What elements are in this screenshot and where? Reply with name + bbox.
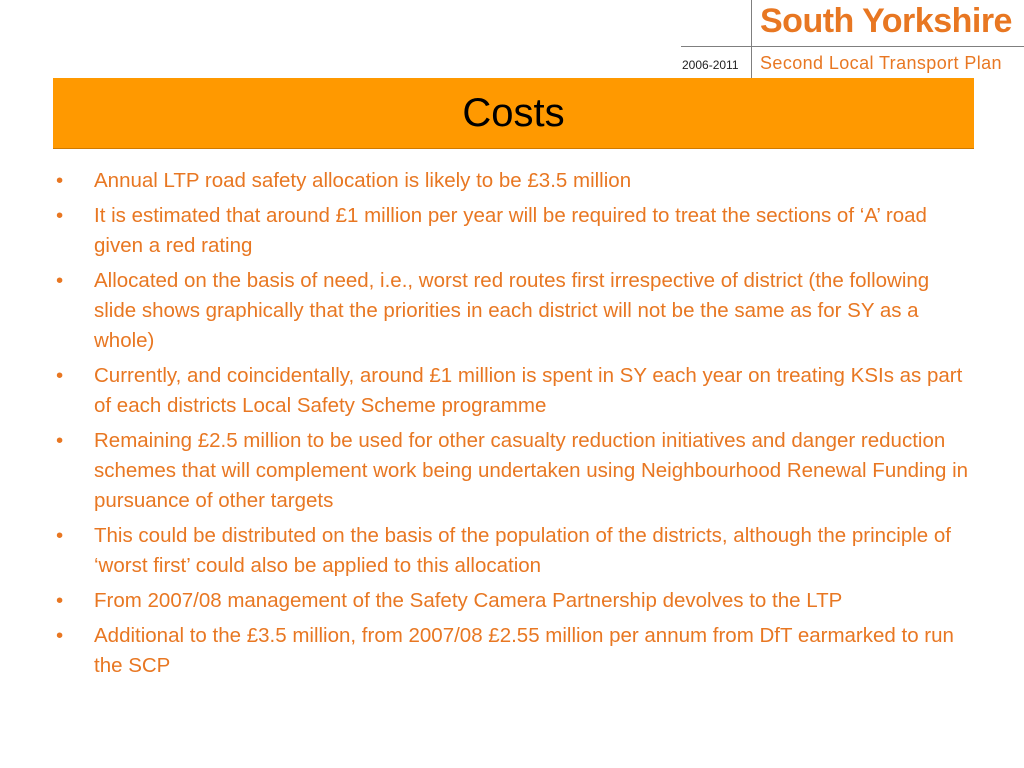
bullet-item bbox=[56, 201, 976, 261]
logo-years: 2006-2011 bbox=[682, 58, 739, 72]
bullet-text: It is estimated that around £1 million per year will be required to treat the sections of ‘A’ road given a red rating bbox=[94, 204, 927, 257]
bullet-marker: • bbox=[56, 269, 64, 292]
bullet-text: This could be distributed on the basis of the population of the districts, although the principle of ‘worst first’ could also be applied to this allocation bbox=[94, 524, 951, 577]
bullet-marker: • bbox=[56, 589, 64, 612]
bullet-item bbox=[56, 586, 976, 616]
bullet-text: From 2007/08 management of the Safety Camera Partnership devolves to the LTP bbox=[94, 589, 843, 612]
bullet-marker: • bbox=[56, 624, 64, 647]
bullet-marker: • bbox=[56, 364, 64, 387]
title-bar bbox=[53, 78, 974, 149]
bullet-item bbox=[56, 621, 976, 681]
bullet-text: Remaining £2.5 million to be used for other casualty reduction initiatives and danger reduction schemes that will complement work being undertaken using Neighbourhood Renewal Funding in pursuance of other targets bbox=[94, 429, 969, 512]
bullet-list bbox=[56, 166, 976, 686]
bullet-item bbox=[56, 266, 976, 356]
logo-divider-vertical bbox=[751, 0, 752, 78]
bullet-marker: • bbox=[56, 204, 64, 227]
bullet-marker: • bbox=[56, 169, 64, 192]
bullet-text: Additional to the £3.5 million, from 2007/08 £2.55 million per annum from DfT earmarked to run the SCP bbox=[94, 624, 954, 677]
logo-divider-horizontal bbox=[681, 46, 1024, 47]
bullet-item bbox=[56, 361, 976, 421]
slide-title: Costs bbox=[462, 90, 565, 135]
bullet-item bbox=[56, 426, 976, 516]
bullet-text: Annual LTP road safety allocation is likely to be £3.5 million bbox=[94, 169, 632, 192]
logo-subtitle: Second Local Transport Plan bbox=[760, 53, 1002, 73]
bullet-marker: • bbox=[56, 524, 64, 547]
logo-title: South Yorkshire bbox=[760, 2, 1012, 40]
bullet-item bbox=[56, 521, 976, 581]
bullet-text: Currently, and coincidentally, around £1 million is spent in SY each year on treating KSIs as part of each districts Local Safety Scheme programme bbox=[94, 364, 963, 417]
bullet-text: Allocated on the basis of need, i.e., worst red routes first irrespective of district (the following slide shows graphically that the priorities in each district will not be the same as for SY as a whole) bbox=[94, 269, 930, 352]
bullet-marker: • bbox=[56, 429, 64, 452]
bullet-item bbox=[56, 166, 976, 196]
